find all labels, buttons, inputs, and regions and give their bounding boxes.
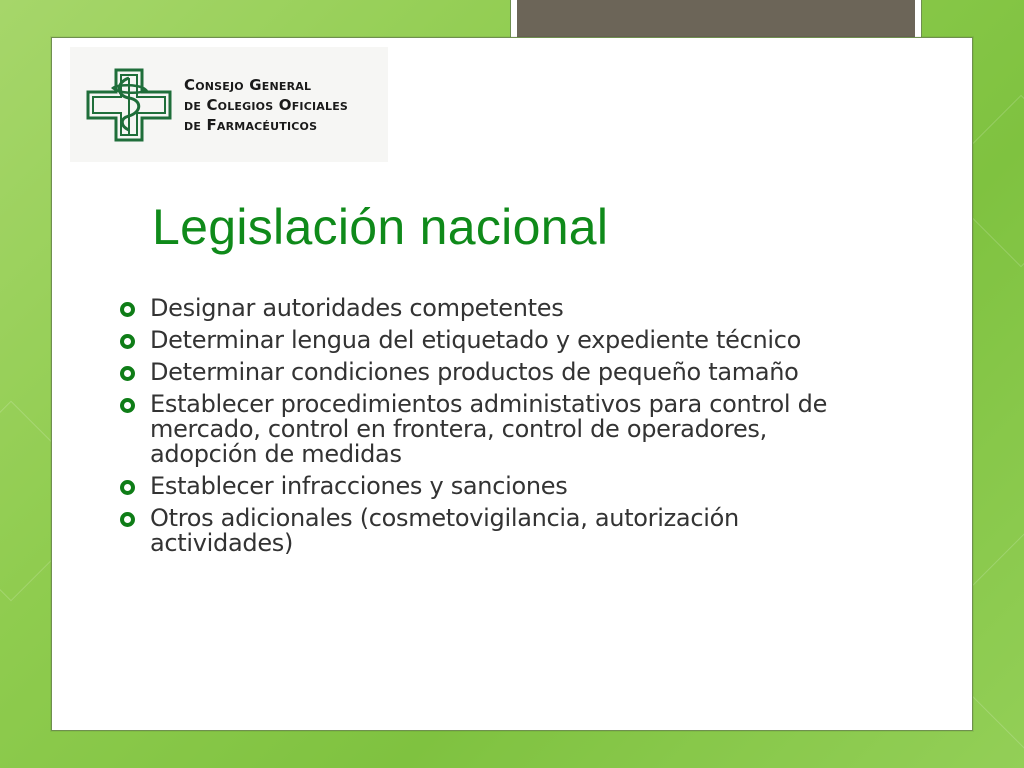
bullet-text: Establecer procedimientos administativos para control de mercado, control en frontera, control de operadores, adopción de medidas bbox=[150, 390, 828, 468]
bullet-text: Designar autoridades competentes bbox=[150, 294, 564, 322]
bullet-text: Establecer infracciones y sanciones bbox=[150, 472, 568, 500]
bullet-item bbox=[120, 296, 880, 321]
bullet-item bbox=[120, 328, 880, 353]
bullet-circle-icon bbox=[120, 366, 135, 381]
bullet-circle-icon bbox=[120, 302, 135, 317]
bullet-circle-icon bbox=[120, 480, 135, 495]
logo-line: de Colegios Oficiales bbox=[184, 95, 349, 114]
bullet-text: Determinar condiciones productos de pequeño tamaño bbox=[150, 358, 799, 386]
bullet-circle-icon bbox=[120, 512, 135, 527]
bullet-item bbox=[120, 360, 880, 385]
bullet-item bbox=[120, 474, 880, 499]
pharmacy-cross-icon bbox=[86, 68, 172, 142]
organization-logo bbox=[70, 47, 388, 162]
bullet-circle-icon bbox=[120, 334, 135, 349]
bullet-item bbox=[120, 392, 880, 467]
logo-line: de Farmacéuticos bbox=[184, 115, 318, 134]
bullet-text: Determinar lengua del etiquetado y expediente técnico bbox=[150, 326, 802, 354]
bullet-item bbox=[120, 506, 880, 556]
bullet-text: Otros adicionales (cosmetovigilancia, autorización actividades) bbox=[150, 504, 739, 557]
logo-text bbox=[184, 75, 348, 135]
slide-title: Legislación nacional bbox=[152, 199, 609, 255]
logo-line: Consejo General bbox=[184, 75, 312, 94]
bullet-circle-icon bbox=[120, 398, 135, 413]
bullet-list bbox=[120, 296, 880, 563]
